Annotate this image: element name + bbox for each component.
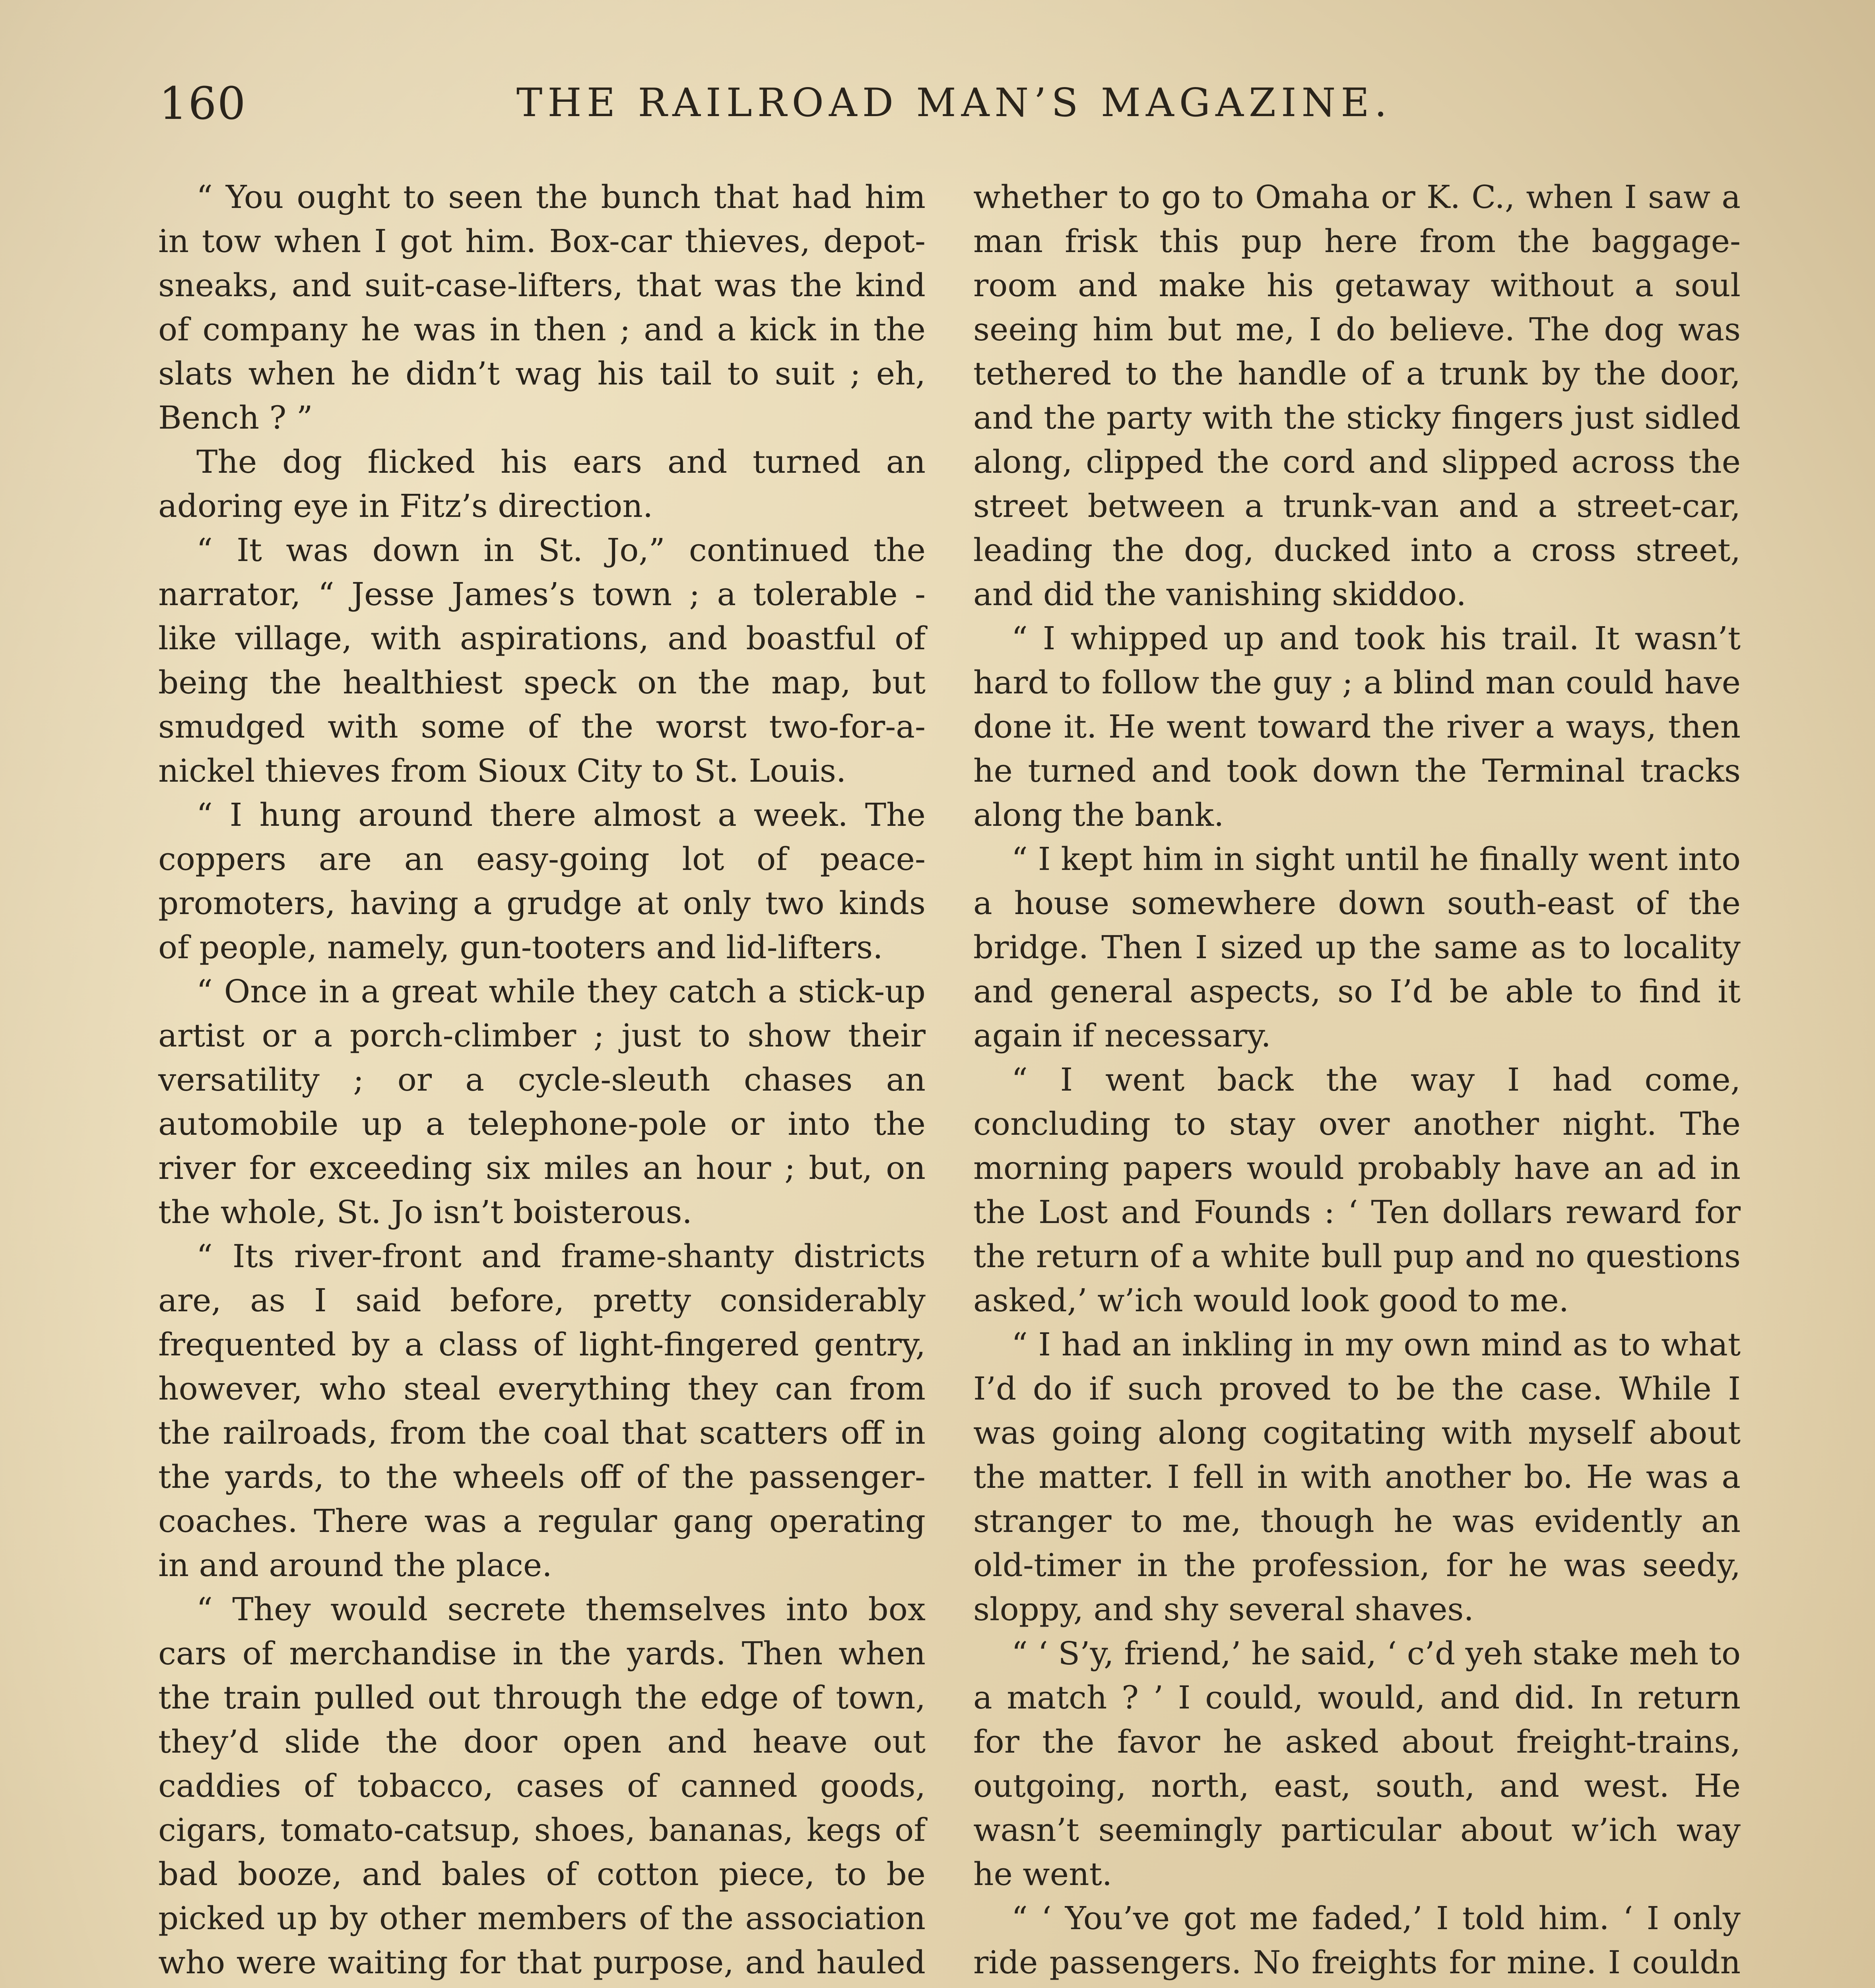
paragraph: “ ‘ S’y, friend,’ he said, ‘ c’d yeh stake meh to a match ? ’ I could, would, and did. In return for the favor he asked about freight-trains, outgoing, north, east, south, and west. He wasn’t seemingly particular about w’ich way he went. xyxy=(973,1635,1741,1893)
paragraph: “ Its river-front and frame-shanty districts are, as I said before, pretty considerably frequented by a class of light-fingered gentry, however, who steal everything they can from the railroads, from the coal that scatters off in the yards, to the wheels off of the passenger-coaches. There was a regular gang operating in and around the place. xyxy=(158,1238,926,1584)
paragraph: The dog flicked his ears and turned an adoring eye in Fitz’s direction. xyxy=(158,443,926,524)
paragraph: “ I went back the way I had come, concluding to stay over another night. The morning papers would probably have an ad in the Lost and Founds : ‘ Ten dollars reward for the return of a white bull pup and no questions asked,’ w’ich would look good to me. xyxy=(973,1061,1741,1319)
page-number: 160 xyxy=(159,78,247,130)
paragraph: “ ‘ You’ve got me faded,’ I told him. ‘ I only ride passengers. No freights for mine. I couldn xyxy=(973,1900,1741,1981)
paragraph: “ I whipped up and took his trail. It wasn’t hard to follow the guy ; a blind man could have done it. He went toward the river a ways, then he turned and took down the Terminal tracks along the bank. xyxy=(973,620,1741,833)
paragraph: “ It was down in St. Jo,” continued the narrator, “ Jesse James’s town ; a tolerable - like village, with aspirations, and boastful of being the healthiest speck on the map, but smudged with some of the worst two-for-a-nickel thieves from Sioux City to St. Louis. xyxy=(158,532,926,789)
paragraph: “ You ought to seen the bunch that had him in tow when I got him. Box-car thieves, depot-sneaks, and suit-case-lifters, that was the kind of company he was in then ; and a kick in the slats when he didn’t wag his tail to suit ; eh, Bench ? ” xyxy=(158,179,926,436)
running-head: THE RAILROAD MAN’S MAGAZINE. xyxy=(516,80,1392,126)
paragraph: “ Once in a great while they catch a stick-up artist or a porch-climber ; just to show their versatility ; or a cycle-sleuth chases an automobile up a telephone-pole or into the river for exceeding six miles an hour ; but, on the whole, St. Jo isn’t boisterous. xyxy=(158,973,926,1231)
paragraph: “ They would secrete themselves into box cars of merchandise in the yards. Then when the train pulled out through the edge of town, they’d slide the door open and heave out caddies of tobacco, cases of canned goods, cigars, tomato-catsup, shoes, bananas, kegs of bad booze, and bales of cotton piece, to be picked up by other members of the association who were waiting for that purpose, and hauled xyxy=(158,1591,926,1981)
continued-paragraph: whether to go to Omaha or K. C., when I saw a man frisk this pup here from the baggage-room and make his getaway without a soul seeing him but me, I do believe. The dog was tethered to the handle of a trunk by the door, and the party with the sticky fingers just sidled along, clipped the cord and slipped across the street between a trunk-van and a street-car, leading the dog, ducked into a cross street, and did the vanishing skiddoo. xyxy=(973,179,1741,613)
paragraph: “ I hung around there almost a week. The coppers are an easy-going lot of peace-promoters, having a grudge at only two kinds of people, namely, gun-tooters and lid-lifters. xyxy=(158,796,926,966)
left-column xyxy=(158,175,926,1988)
paragraph: “ I kept him in sight until he finally went into a house somewhere down south-east of the bridge. Then I sized up the same as to locality and general aspects, so I’d be able to find it again if necessary. xyxy=(973,841,1741,1054)
right-column xyxy=(973,175,1741,1988)
paragraph: “ I had an inkling in my own mind as to what I’d do if such proved to be the case. While I was going along cogitating with myself about the matter. I fell in with another bo. He was a stranger to me, though he was evidently an old-timer in the profession, for he was seedy, sloppy, and shy several shaves. xyxy=(973,1326,1741,1628)
